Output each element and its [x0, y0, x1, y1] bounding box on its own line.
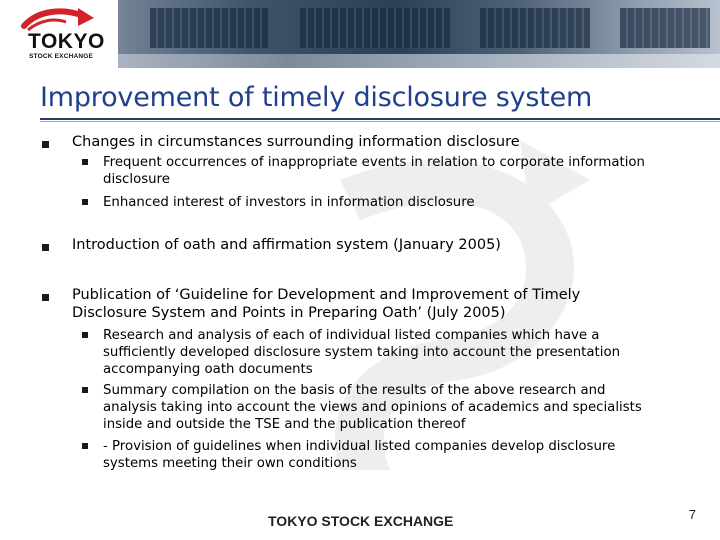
sub-bullet-line: inside and outside the TSE and the publication thereof: [103, 417, 466, 432]
bullet-square-icon: [42, 294, 49, 301]
sub-bullet-line: Research and analysis of each of individual listed companies which have a: [103, 328, 600, 343]
bullet-item-line: Publication of ‘Guideline for Development and Improvement of Timely: [72, 287, 581, 303]
bullet-square-icon: [42, 141, 49, 148]
title-underline: [40, 118, 720, 120]
bullet-item-line: Disclosure System and Points in Preparing Oath’ (July 2005): [72, 305, 506, 321]
bullet-square-icon: [42, 244, 49, 251]
sub-bullet-line: Enhanced interest of investors in information disclosure: [103, 195, 475, 210]
page-number: 7: [688, 507, 696, 522]
sub-bullet-square-icon: [82, 387, 88, 393]
sub-bullet-line: - Provision of guidelines when individual listed companies develop disclosure: [103, 439, 616, 454]
bullet-item: Introduction of oath and affirmation system (January 2005): [72, 237, 501, 253]
sub-bullet-square-icon: [82, 159, 88, 165]
sub-bullet-line: sufficiently developed disclosure system taking into account the presentation: [103, 345, 621, 360]
ticker-board-image: [150, 8, 270, 48]
sub-bullet-square-icon: [82, 332, 88, 338]
logo-wordmark: TOKYO: [28, 30, 105, 53]
ticker-board-image: [480, 8, 590, 48]
logo-subtitle: STOCK EXCHANGE: [29, 53, 94, 60]
title-underline-secondary: [40, 121, 720, 122]
ticker-board-image: [300, 8, 450, 48]
sub-bullet-line: analysis taking into account the views and opinions of academics and specialists: [103, 400, 642, 415]
bullet-item: Changes in circumstances surrounding information disclosure: [72, 134, 520, 150]
tse-logo: [0, 0, 118, 68]
ticker-board-image: [620, 8, 710, 48]
footer-brand: TOKYO STOCK EXCHANGE: [268, 513, 454, 529]
sub-bullet-line: disclosure: [103, 172, 170, 187]
sub-bullet-line: Frequent occurrences of inappropriate events in relation to corporate information: [103, 155, 645, 170]
page-title: Improvement of timely disclosure system: [40, 82, 593, 113]
sub-bullet-line: accompanying oath documents: [103, 362, 313, 377]
sub-bullet-square-icon: [82, 199, 88, 205]
sub-bullet-square-icon: [82, 443, 88, 449]
sub-bullet-line: systems meeting their own conditions: [103, 456, 357, 471]
sub-bullet-line: Summary compilation on the basis of the results of the above research and: [103, 383, 606, 398]
